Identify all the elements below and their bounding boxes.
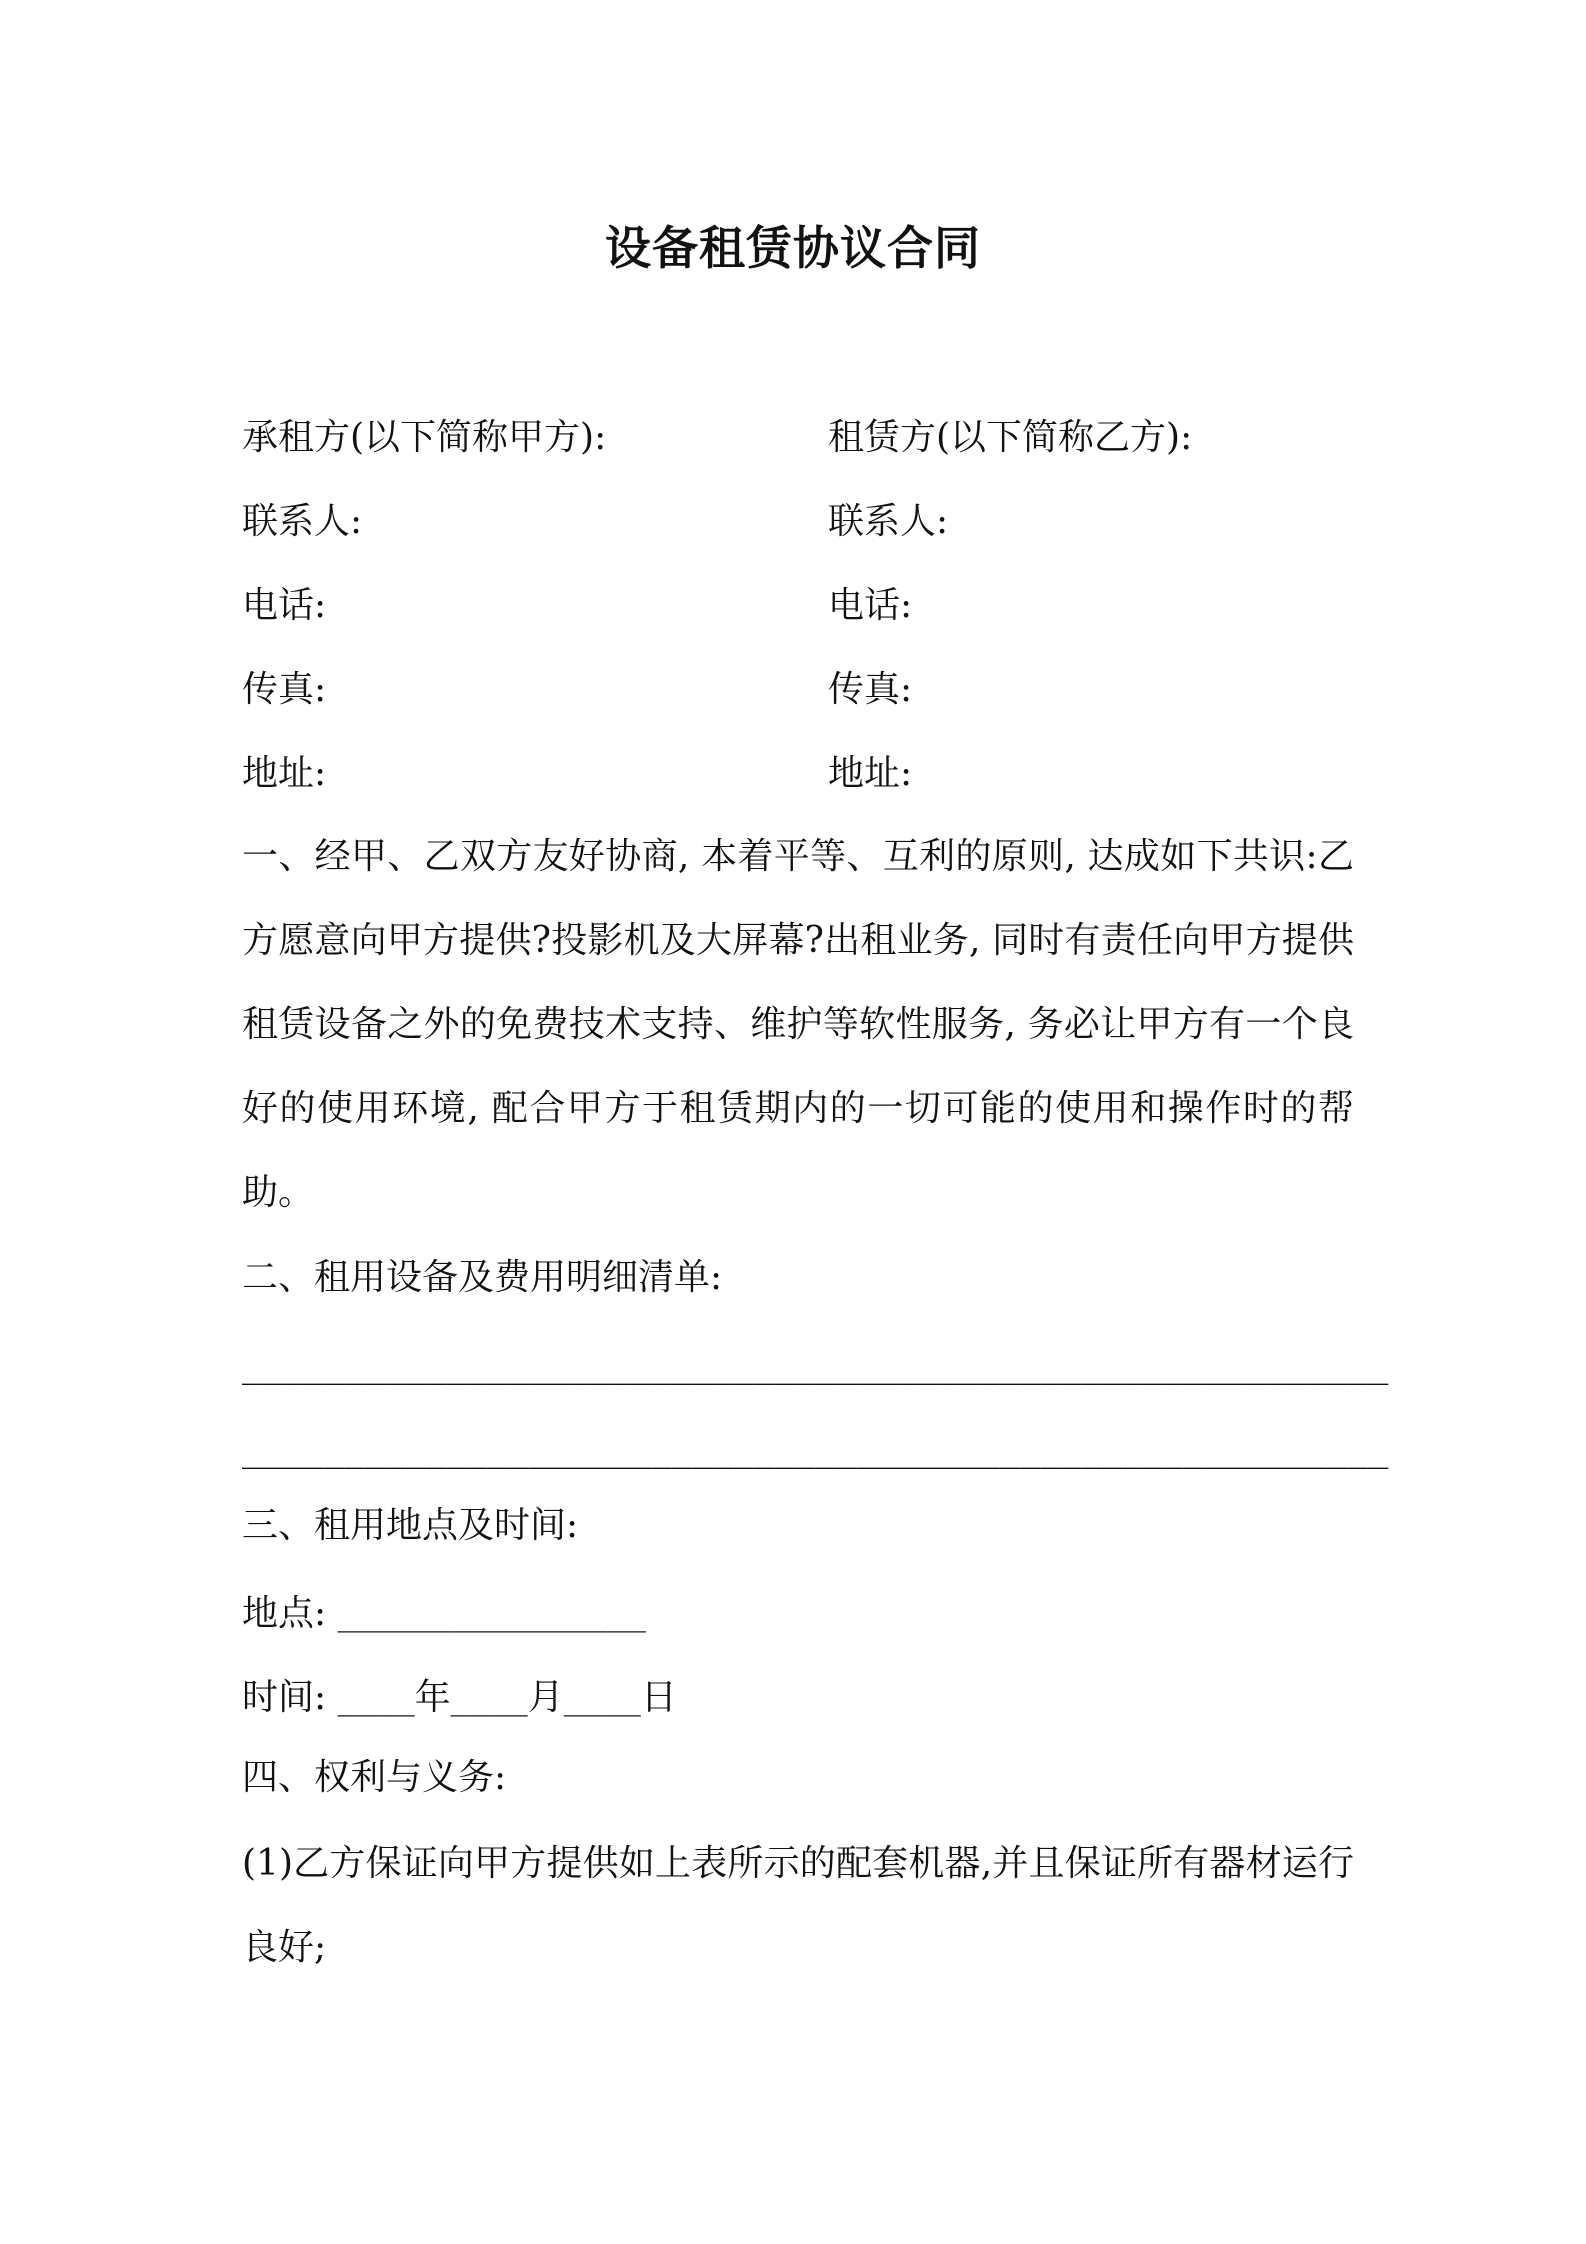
lessee-address-label: 地址:	[242, 753, 327, 794]
day-char: 日	[640, 1677, 677, 1718]
year-char: 年	[414, 1677, 451, 1718]
document-title: 设备租赁协议合同	[605, 221, 981, 275]
day-blank: ____	[563, 1679, 641, 1717]
equipment-blank-line-1: ________________________________________________________	[242, 1346, 1389, 1386]
lessee-label: 承租方(以下简称甲方):	[242, 417, 607, 458]
month-char: 月	[527, 1677, 564, 1718]
location-row	[242, 1590, 646, 1638]
time-label: 时间:	[242, 1677, 327, 1718]
section3-heading: 三、租用地点及时间:	[242, 1505, 579, 1546]
month-blank: ____	[450, 1679, 528, 1717]
lessee-contact-label: 联系人:	[242, 501, 363, 542]
lessee-phone-label: 电话:	[242, 585, 327, 626]
lessor-label: 租赁方(以下简称乙方):	[828, 417, 1193, 458]
lessor-address-label: 地址:	[828, 753, 913, 794]
lessee-fax-label: 传真:	[242, 669, 327, 710]
section4-heading: 四、权利与义务:	[242, 1757, 507, 1798]
section2-heading: 二、租用设备及费用明细清单:	[242, 1257, 723, 1298]
section4-item1: (1)乙方保证向甲方提供如上表所示的配套机器,并且保证所有器材运行良好;	[242, 1843, 1354, 1968]
location-label: 地点:	[242, 1593, 327, 1634]
time-row	[242, 1674, 677, 1722]
lessor-contact-label: 联系人:	[828, 501, 949, 542]
year-blank: ____	[337, 1679, 415, 1717]
location-blank: ________________	[337, 1595, 646, 1633]
section1-paragraph: 一、经甲、乙双方友好协商, 本着平等、互利的原则, 达成如下共识:乙方愿意向甲方提供?投影机及大屏幕?出租业务, 同时有责任向甲方提供租赁设备之外的免费技术支持、维护等软性服务, 务必让甲方有一个良好的使用环境, 配合甲方于租赁期内的一切可能的使用和操作时的帮助。	[242, 836, 1354, 1213]
equipment-blank-line-2: ________________________________________________________	[242, 1430, 1389, 1470]
lessor-fax-label: 传真:	[828, 669, 913, 710]
lessor-phone-label: 电话:	[828, 585, 913, 626]
